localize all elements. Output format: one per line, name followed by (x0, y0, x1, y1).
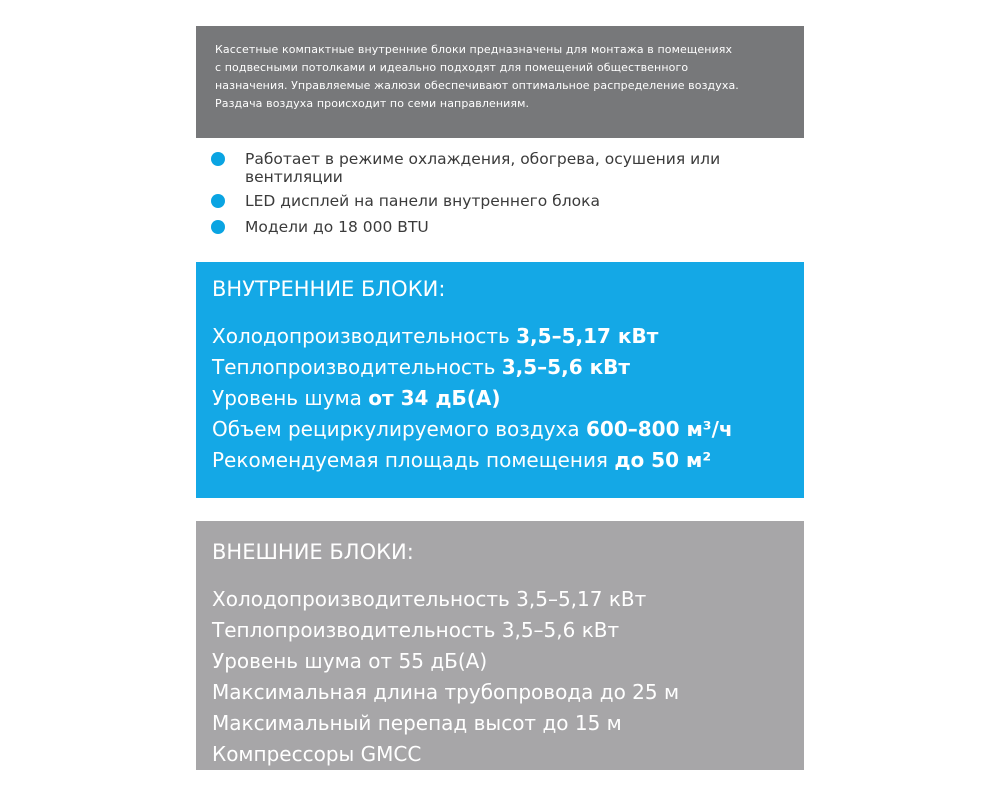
feature-text: вентиляции (245, 168, 343, 186)
outer-units-panel (196, 521, 804, 770)
spec-value: до 50 м² (614, 448, 712, 472)
spec-row-heating: Теплопроизводительность 3,5–5,6 кВт (212, 618, 620, 642)
feature-item (210, 192, 810, 210)
bullet-dot-icon (211, 220, 225, 234)
spec-row-airflow (212, 414, 804, 445)
spec-row-noise (212, 383, 804, 414)
bullet-dot-icon (211, 152, 225, 166)
spec-row-area (212, 445, 804, 476)
inner-units-title: ВНУТРЕННИЕ БЛОКИ: (212, 277, 446, 301)
feature-text: Работает в режиме охлаждения, обогрева, осушения или (245, 150, 721, 168)
spec-value: 3,5–5,6 кВт (501, 355, 630, 379)
spec-row-heating (212, 352, 804, 383)
spec-row-cooling: Холодопроизводительность 3,5–5,17 кВт (212, 587, 647, 611)
spec-value: от 34 дБ(А) (368, 386, 501, 410)
intro-line: с подвесными потолками и идеально подходят для помещений общественного (215, 61, 689, 74)
spec-label: Объем рециркулируемого воздуха (212, 417, 586, 441)
feature-list (210, 150, 810, 244)
outer-units-title: ВНЕШНИЕ БЛОКИ: (212, 540, 414, 564)
feature-item (210, 150, 810, 186)
spec-row-noise: Уровень шума от 55 дБ(А) (212, 649, 488, 673)
spec-value: 3,5–5,17 кВт (516, 324, 659, 348)
spec-label: Теплопроизводительность (212, 355, 502, 379)
intro-line: Раздача воздуха происходит по семи направлениям. (215, 97, 530, 110)
spec-row-compressor: Компрессоры GMCC (212, 742, 422, 766)
feature-text: Модели до 18 000 BTU (245, 218, 429, 236)
feature-item (210, 218, 810, 236)
spec-value: 600–800 м³/ч (586, 417, 733, 441)
spec-row-cooling (212, 321, 804, 352)
inner-units-panel (196, 262, 804, 498)
intro-line: назначения. Управляемые жалюзи обеспечивают оптимальное распределение воздуха. (215, 79, 739, 92)
spec-label: Уровень шума (212, 386, 369, 410)
spec-row-height-diff: Максимальный перепад высот до 15 м (212, 711, 622, 735)
feature-text: LED дисплей на панели внутреннего блока (245, 192, 600, 210)
intro-description (196, 26, 804, 138)
spec-row-pipe-length: Максимальная длина трубопровода до 25 м (212, 680, 680, 704)
intro-line: Кассетные компактные внутренние блоки предназначены для монтажа в помещениях (215, 43, 733, 56)
spec-label: Рекомендуемая площадь помещения (212, 448, 615, 472)
spec-label: Холодопроизводительность (212, 324, 517, 348)
bullet-dot-icon (211, 194, 225, 208)
